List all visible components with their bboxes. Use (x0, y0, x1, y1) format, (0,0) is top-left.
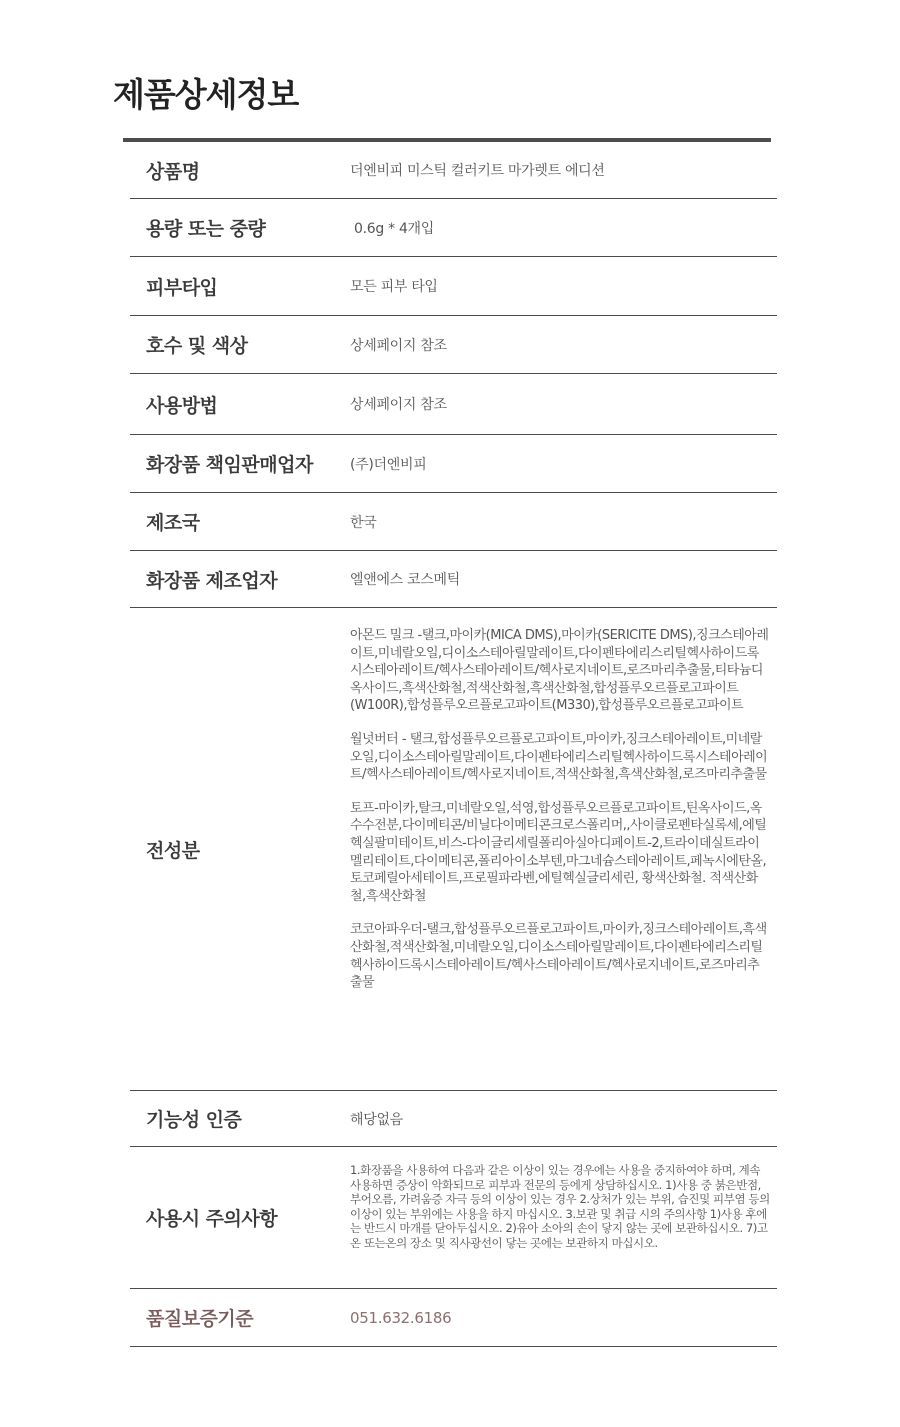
row-value: 상세페이지 참조 (350, 397, 447, 413)
row-label: 용량 또는 중량 (146, 218, 266, 240)
row-label: 화장품 제조업자 (146, 569, 278, 592)
row-value: 상세페이지 참조 (350, 337, 447, 354)
row-value: (주)더엔비피 (350, 456, 427, 473)
table-row-skin-type (130, 257, 777, 316)
row-label: 품질보증기준 (146, 1308, 254, 1330)
row-value: 더엔비피 미스틱 컬러키트 마가렛트 에디션 (350, 163, 605, 179)
row-label: 제조국 (146, 512, 200, 534)
row-value: 051.632.6186 (350, 1308, 452, 1327)
row-value: 모든 피부 타입 (350, 279, 438, 295)
table-row-certification (130, 1091, 777, 1147)
table-row-seller (130, 435, 777, 493)
row-value: 0.6g * 4개입 (354, 220, 435, 237)
table-row-usage (130, 374, 777, 435)
table-row-product-name (130, 142, 777, 199)
ingredient-paragraph: 월넛버터 - 탤크,합성플루오르플로고파이트,마이카,징크스테아레이트,미네랄오일,디이소스테아릴말레이트,다이펜타에리스리틸헥사하이드록시스테아레이트/헥사스테아레이트/헥사로지네이트,적색산화철,흑색산화철,로즈마리추출물 (350, 731, 768, 783)
row-label: 전성분 (146, 839, 200, 862)
row-value: 해당없음 (350, 1111, 403, 1128)
table-row-manufacturer (130, 551, 777, 608)
page-title: 제품상세정보 (113, 75, 299, 114)
row-label: 기능성 인증 (146, 1109, 242, 1131)
row-label: 사용시 주의사항 (146, 1208, 278, 1230)
table-row-country (130, 493, 777, 551)
table-row-quality (130, 1289, 777, 1347)
ingredient-paragraph: 코코아파우더-탤크,합성플루오르플로고파이트,마이카,징크스테아레이트,흑색산화철,적색산화철,미네랄오일,디이소스테아릴말레이트,다이펜타에리스리틸헥사하이드록시스테아레이트/헥사스테아레이트/헥사로지네이트,로즈마리추출물 (350, 922, 767, 991)
caution-text: 1.화장품을 사용하여 다음과 같은 이상이 있는 경우에는 사용을 중지하여야 하며, 계속 사용하면 증상이 악화되므로 피부과 전문의 등에게 상담하십시오. 1)사용 중 붉은반점, 부어오름, 가려움증 자극 등의 이상이 있는 경우 2.상처가 있는 부위, 습진및 피부염 등의 이상이 있는 부위에는 사용을 하지 마십시오. 3.보관 및 취급 시의 주의사항 1)사용 후에는 반드시 마개를 닫아두십시오. 2)유아 소아의 손이 닿지 않는 곳에 보관하십시오. 7)고온 또는온의 장소 및 직사광선이 닿는 곳에는 보관하지 마십시오. (350, 1163, 770, 1250)
row-value: 한국 (350, 514, 377, 531)
row-label: 피부타입 (146, 276, 218, 299)
row-label: 사용방법 (146, 394, 218, 417)
row-label: 상품명 (146, 160, 200, 183)
row-label: 호수 및 색상 (146, 335, 248, 357)
ingredients-list (350, 627, 770, 1008)
table-row-ingredients (130, 608, 777, 1091)
table-row-caution (130, 1147, 777, 1289)
product-info-table (130, 142, 777, 1347)
table-row-volume (130, 199, 777, 257)
ingredient-paragraph: 토프-마이카,탈크,미네랄오일,석영,합성플루오르플로고파이트,틴옥사이드,옥수수전분,다이메티콘/비닐다이메티콘크로스폴리머,,사이클로펜타실록세,에틸헥실팔미테이트,비스-다이글리세릴폴리아실아디페이트-2,트라이데실트라이멜리테이트,다이메티콘,폴리아이소부텐,마그네슘스테아레이트,페녹시에탄올,토코페릴아세테이트,프로필파라벤,에틸헥실글리세린, 황색산화철. 적색산화철,흑색산화철 (350, 800, 767, 904)
ingredient-paragraph: 아몬드 밀크 -탤크,마이카(MICA DMS),마이카(SERICITE DMS),징크스테아레이트,미네랄오일,디이소스테아릴말레이트,다이펜타에리스리틸헥사하이드록시스테아레이트/헥사스테아레이트/헥사로지네이트,로즈마리추출물,티타늄디옥사이드,흑색산화철,적색산화철,흑색산화철,합성플루오르플로고파이트(W100R),합성플루오르플로고파이트(M330),합성플루오르플로고파이트 (350, 628, 769, 714)
row-value: 엘앤에스 코스메틱 (350, 572, 460, 588)
table-row-shade (130, 316, 777, 374)
row-label: 화장품 책임판매업자 (146, 454, 313, 476)
